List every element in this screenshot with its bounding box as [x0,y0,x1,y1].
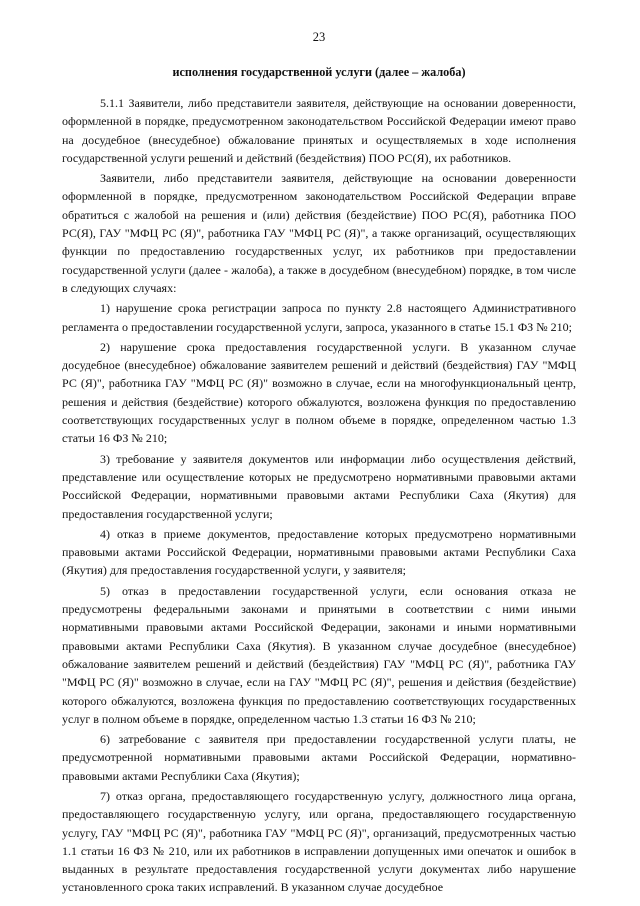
list-item-1: 1) нарушение срока регистрации запроса по пункту 2.8 настоящего Административного регламента о предоставлении государственной услуги, запроса, указанного в статье 15.1 ФЗ № 210; [62,301,576,334]
body-text [62,94,576,897]
list-item-3: 3) требование у заявителя документов или информации либо осуществления действий, представление или осуществление которых не предусмотрено нормативными правовыми актами Российской Федерации, нормативными правовыми актами Республики Саха (Якутия) для предоставления государственной услуги; [62,451,576,521]
list-item-7: 7) отказ органа, предоставляющего государственную услугу, должностного лица органа, предоставляющего государственную услугу, или органа, предоставляющего государственную услугу, ГАУ "МФЦ РС (Я)", работника ГАУ "МФЦ РС (Я)", организаций, предусмотренных частью 1.1 статьи 16 ФЗ № 210, или их работников в исправлении допущенных ими опечаток и ошибок в выданных в результате предоставления государственной услуги документах либо нарушение установленного срока таких исправлений. В указанном случае досудебное [62,788,576,895]
paragraph-applicants: Заявители, либо представители заявителя, действующие на основании доверенности оформленной в порядке, предусмотренном законодательством Российской Федерации вправе обратиться с жалобой на решения и (или) действия (бездействие) ПОО РС(Я), работника ПОО РС(Я), ГАУ "МФЦ РС (Я)", работника ГАУ "МФЦ РС (Я)", а также организаций, осуществляющих функции по предоставлению государственных услуг, их работников при предоставлении государственной услуги (далее - жалоба), а также в досудебном (внесудебном) порядке, в том числе в следующих случаях: [62,171,576,295]
list-item-4: 4) отказ в приеме документов, предоставление которых предусмотрено нормативными правовыми актами Российской Федерации, нормативными правовыми актами Республики Саха (Якутия) для предоставления государственной услуги, у заявителя; [62,526,576,578]
list-item-5: 5) отказ в предоставлении государственной услуги, если основания отказа не предусмотрены федеральными законами и принятыми в соответствии с ними иными нормативными правовыми актами Российской Федерации, законами и иными нормативными правовыми актами Республики Саха (Якутия). В указанном случае досудебное (внесудебное) обжалование заявителем решений и действий (бездействия) ГАУ "МФЦ РС (Я)", работника ГАУ "МФЦ РС (Я)" возможно в случае, если на ГАУ "МФЦ РС (Я)", решения и действия (бездействие) которого обжалуются, возложена функция по предоставлению соответствующих государственных услуг в полном объеме в порядке, определенном частью 1.3 статьи 16 ФЗ № 210; [62,583,576,726]
list-item-6: 6) затребование с заявителя при предоставлении государственной услуги платы, не предусмотренной нормативными правовыми актами Российской Федерации, нормативно-правовыми актами Республики Саха (Якутия); [62,732,576,783]
paragraph-5-1-1: 5.1.1 Заявители, либо представители заявителя, действующие на основании доверенности, оформленной в порядке, предусмотренном законодательством Российской Федерации имеют право на досудебное (внесудебное) обжалование принятых и осуществляемых в ходе исполнения государственной услуги решений и действий (бездействия) ПОО РС(Я), их работников. [62,96,576,165]
section-heading: исполнения государственной услуги (далее – жалоба) [172,65,466,79]
page-number: 23 [312,30,326,44]
list-item-2: 2) нарушение срока предоставления государственной услуги. В указанном случае досудебное (внесудебное) обжалование заявителем решений и действий (бездействия) ГАУ "МФЦ РС (Я)", работника ГАУ "МФЦ РС (Я)" возможно в случае, если на многофункциональный центр, решения и действия (бездействие) которого обжалуются, возложена функция по предоставлению соответствующих государственных услуг в полном объеме в порядке, определенном частью 1.3 статьи 16 ФЗ № 210; [62,339,576,446]
